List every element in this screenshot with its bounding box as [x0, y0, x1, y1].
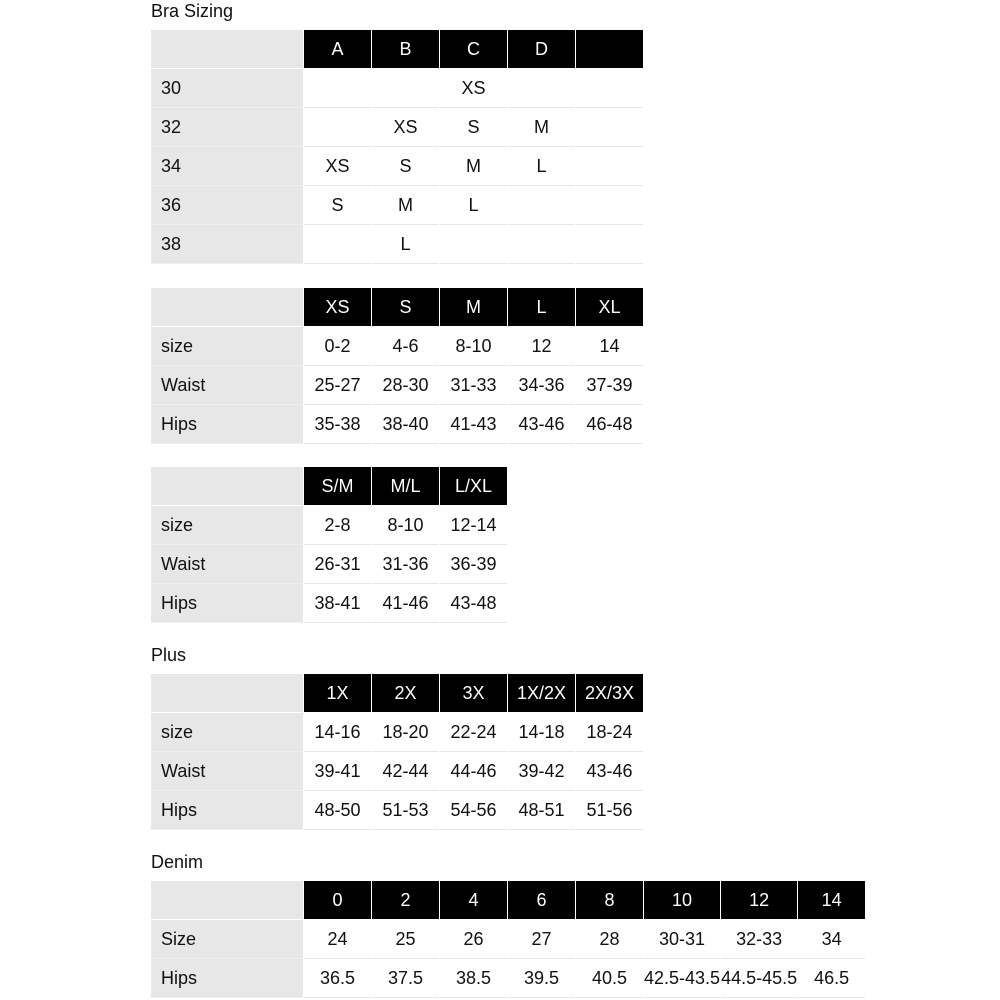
table-cell: 36-39 — [440, 545, 507, 584]
table-cell: 42-44 — [372, 752, 439, 791]
table-cell: 40.5 — [576, 959, 643, 998]
table-cell: 43-46 — [508, 405, 575, 444]
row-label: Hips — [151, 791, 303, 830]
column-header: XL — [576, 288, 643, 327]
table-cell — [576, 147, 643, 186]
corner-cell — [151, 30, 303, 69]
table-cell: L — [372, 225, 439, 264]
table-row — [151, 405, 643, 444]
table-cell: 14-18 — [508, 713, 575, 752]
table-cell: 26-31 — [304, 545, 371, 584]
column-header: C — [440, 30, 507, 69]
table-cell: 25-27 — [304, 366, 371, 405]
table-cell: 27 — [508, 920, 575, 959]
table-row — [151, 791, 643, 830]
column-header: M — [440, 288, 507, 327]
table-cell — [304, 225, 371, 264]
table-cell — [508, 186, 575, 225]
table-row — [151, 920, 865, 959]
row-label: Size — [151, 920, 303, 959]
column-header: 1X/2X — [508, 674, 575, 713]
column-header: 12 — [721, 881, 797, 920]
table-cell: 12 — [508, 327, 575, 366]
table-cell — [304, 108, 371, 147]
table-cell: 32-33 — [721, 920, 797, 959]
table-row — [151, 69, 643, 108]
column-header: L — [508, 288, 575, 327]
table-cell: 39-41 — [304, 752, 371, 791]
row-label: 34 — [151, 147, 303, 186]
table-cell — [508, 225, 575, 264]
column-header: 4 — [440, 881, 507, 920]
column-header: 14 — [798, 881, 865, 920]
table-cell: XS — [304, 147, 371, 186]
table-cell — [576, 225, 643, 264]
table-cell: 46.5 — [798, 959, 865, 998]
column-header: 2X — [372, 674, 439, 713]
table-cell: 8-10 — [440, 327, 507, 366]
denim-size-table — [150, 881, 866, 998]
table-cell: 38-40 — [372, 405, 439, 444]
table-cell: 38.5 — [440, 959, 507, 998]
table-cell: XS — [440, 69, 507, 108]
table-row — [151, 366, 643, 405]
table-cell: 41-46 — [372, 584, 439, 623]
row-label: 30 — [151, 69, 303, 108]
table-cell: 51-53 — [372, 791, 439, 830]
table-row — [151, 147, 643, 186]
table-cell: 48-51 — [508, 791, 575, 830]
column-header: 2X/3X — [576, 674, 643, 713]
header-row — [151, 881, 865, 920]
bra-sizing-title: Bra Sizing — [151, 1, 234, 21]
table-cell: 31-33 — [440, 366, 507, 405]
column-header: M/L — [372, 467, 439, 506]
table-cell — [304, 69, 371, 108]
table-row — [151, 545, 507, 584]
table-cell: 44-46 — [440, 752, 507, 791]
table-row — [151, 327, 643, 366]
column-header: 0 — [304, 881, 371, 920]
column-header: 3X — [440, 674, 507, 713]
table-cell: 34 — [798, 920, 865, 959]
table-cell: 46-48 — [576, 405, 643, 444]
standard-size-table — [150, 288, 644, 444]
table-cell: S — [372, 147, 439, 186]
column-header: L/XL — [440, 467, 507, 506]
table-cell: 39.5 — [508, 959, 575, 998]
row-label: Hips — [151, 405, 303, 444]
table-cell: L — [508, 147, 575, 186]
column-header: S — [372, 288, 439, 327]
denim-title: Denim — [151, 852, 204, 872]
table-cell: M — [508, 108, 575, 147]
table-cell: 8-10 — [372, 506, 439, 545]
table-cell: 43-48 — [440, 584, 507, 623]
row-label: size — [151, 713, 303, 752]
table-cell: 51-56 — [576, 791, 643, 830]
column-header: 2 — [372, 881, 439, 920]
table-cell: 18-24 — [576, 713, 643, 752]
column-header: B — [372, 30, 439, 69]
combo-size-table — [150, 467, 508, 623]
table-cell: 37.5 — [372, 959, 439, 998]
table-cell: 28-30 — [372, 366, 439, 405]
table-row — [151, 108, 643, 147]
column-header: 1X — [304, 674, 371, 713]
table-cell: M — [440, 147, 507, 186]
table-cell: 14-16 — [304, 713, 371, 752]
column-header: 10 — [644, 881, 720, 920]
table-cell: 48-50 — [304, 791, 371, 830]
table-cell — [508, 69, 575, 108]
table-cell: L — [440, 186, 507, 225]
column-header: 8 — [576, 881, 643, 920]
corner-cell — [151, 467, 303, 506]
table-cell: 2-8 — [304, 506, 371, 545]
table-row — [151, 584, 507, 623]
table-cell: 34-36 — [508, 366, 575, 405]
table-cell: 12-14 — [440, 506, 507, 545]
table-cell: 54-56 — [440, 791, 507, 830]
column-header: A — [304, 30, 371, 69]
row-label: Hips — [151, 959, 303, 998]
column-header: XS — [304, 288, 371, 327]
table-cell — [372, 69, 439, 108]
row-label: 38 — [151, 225, 303, 264]
table-cell: 25 — [372, 920, 439, 959]
corner-cell — [151, 881, 303, 920]
table-cell: 36.5 — [304, 959, 371, 998]
table-cell: S — [304, 186, 371, 225]
table-cell: M — [372, 186, 439, 225]
table-row — [151, 506, 507, 545]
bra-size-table — [150, 30, 644, 264]
table-cell: 39-42 — [508, 752, 575, 791]
table-cell: 24 — [304, 920, 371, 959]
row-label: 32 — [151, 108, 303, 147]
table-cell: S — [440, 108, 507, 147]
row-label: Hips — [151, 584, 303, 623]
table-cell: 0-2 — [304, 327, 371, 366]
row-label: Waist — [151, 752, 303, 791]
table-cell: 37-39 — [576, 366, 643, 405]
table-cell: 30-31 — [644, 920, 720, 959]
column-header — [576, 30, 643, 69]
table-cell: 22-24 — [440, 713, 507, 752]
row-label: size — [151, 327, 303, 366]
column-header: D — [508, 30, 575, 69]
table-cell — [576, 69, 643, 108]
corner-cell — [151, 674, 303, 713]
table-cell — [576, 186, 643, 225]
table-cell: 44.5-45.5 — [721, 959, 797, 998]
row-label: Waist — [151, 545, 303, 584]
table-row — [151, 713, 643, 752]
table-cell: 26 — [440, 920, 507, 959]
table-cell — [576, 108, 643, 147]
table-row — [151, 225, 643, 264]
plus-size-table — [150, 674, 644, 830]
header-row — [151, 467, 507, 506]
column-header: 6 — [508, 881, 575, 920]
table-cell: 31-36 — [372, 545, 439, 584]
table-cell — [440, 225, 507, 264]
header-row — [151, 30, 643, 69]
table-cell: 43-46 — [576, 752, 643, 791]
header-row — [151, 288, 643, 327]
table-cell: 18-20 — [372, 713, 439, 752]
table-row — [151, 959, 865, 998]
table-cell: 28 — [576, 920, 643, 959]
table-cell: 42.5-43.5 — [644, 959, 720, 998]
row-label: Waist — [151, 366, 303, 405]
table-cell: 4-6 — [372, 327, 439, 366]
header-row — [151, 674, 643, 713]
table-row — [151, 186, 643, 225]
row-label: 36 — [151, 186, 303, 225]
table-cell: 35-38 — [304, 405, 371, 444]
table-cell: 14 — [576, 327, 643, 366]
corner-cell — [151, 288, 303, 327]
column-header: S/M — [304, 467, 371, 506]
table-row — [151, 752, 643, 791]
row-label: size — [151, 506, 303, 545]
plus-title: Plus — [151, 645, 187, 665]
table-cell: XS — [372, 108, 439, 147]
table-cell: 38-41 — [304, 584, 371, 623]
table-cell: 41-43 — [440, 405, 507, 444]
